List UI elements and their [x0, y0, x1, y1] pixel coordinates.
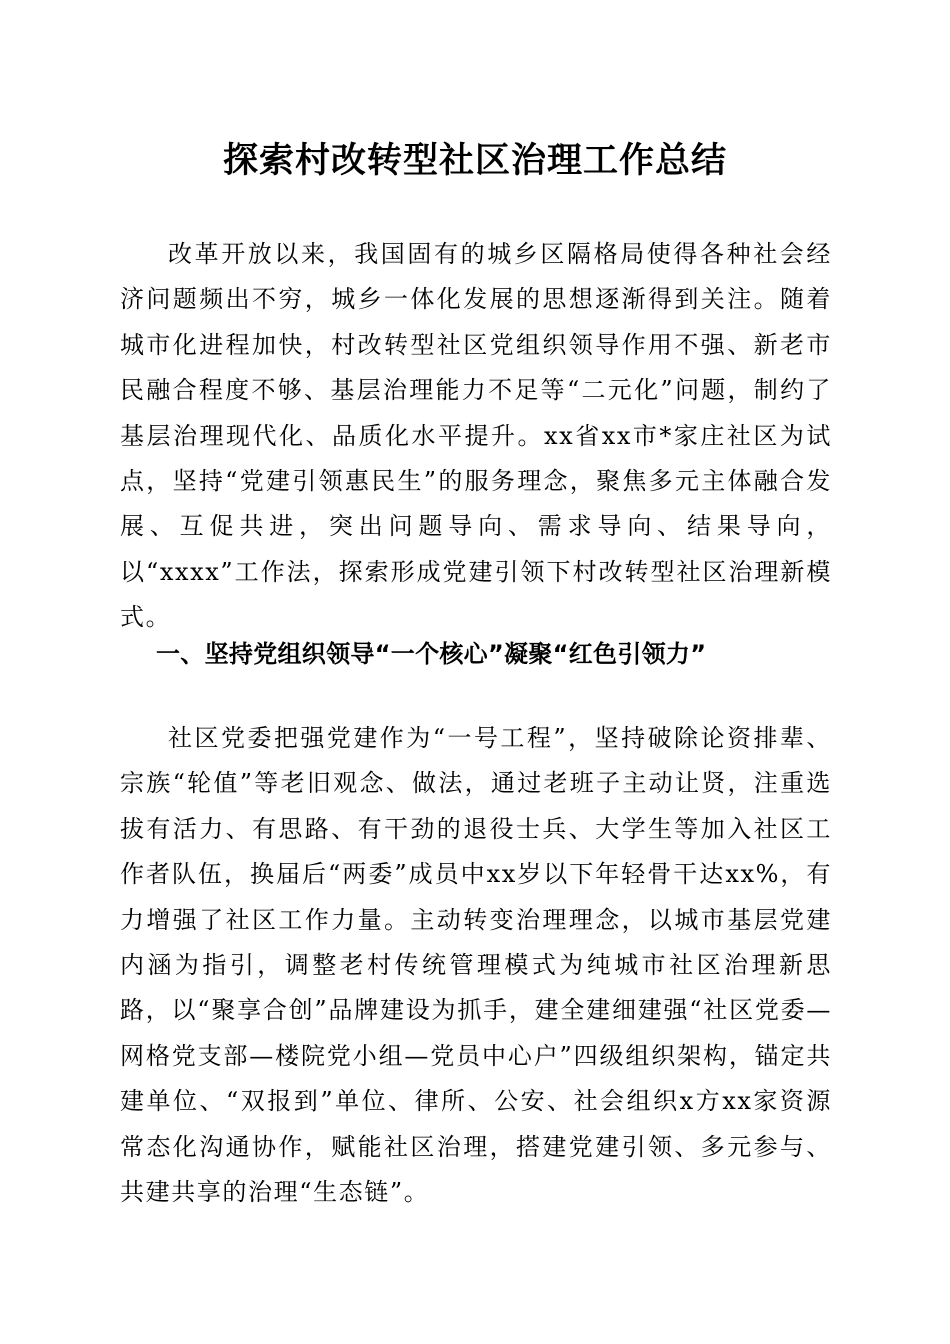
- section-1-paragraph: 社区党委把强党建作为“一号工程”，坚持破除论资排辈、宗族“轮值”等老旧观念、做法，通过老班子主动让贤，注重选拔有活力、有思路、有干劲的退役士兵、大学生等加入社区工作者队伍，换届后“两委”成员中xx岁以下年轻骨干达xx%，有力增强了社区工作力量。主动转变治理理念，以城市基层党建内涵为指引，调整老村传统管理模式为纯城市社区治理新思路，以“聚享合创”品牌建设为抓手，建全建细建强“社区党委—网格党支部—楼院党小组—党员中心户”四级组织架构，锚定共建单位、“双报到”单位、律所、公安、社会组织x方xx家资源常态化沟通协作，赋能社区治理，搭建党建引领、多元参与、共建共享的治理“生态链”。: [120, 724, 832, 1207]
- document-title: 探索村改转型社区治理工作总结: [222, 140, 727, 181]
- intro-paragraph: 改革开放以来，我国固有的城乡区隔格局使得各种社会经济问题频出不穷，城乡一体化发展的思想逐渐得到关注。随着城市化进程加快，村改转型社区党组织领导作用不强、新老市民融合程度不够、基层治理能力不足等“二元化”问题，制约了基层治理现代化、品质化水平提升。xx省xx市*家庄社区为试点，坚持“党建引领惠民生”的服务理念，聚焦多元主体融合发展、互促共进，突出问题导向、需求导向、结果导向，以“xxxx”工作法，探索形成党建引领下村改转型社区治理新模式。: [120, 240, 832, 632]
- section-heading-1: 一、坚持党组织领导“一个核心”凝聚“红色引领力”: [156, 640, 707, 668]
